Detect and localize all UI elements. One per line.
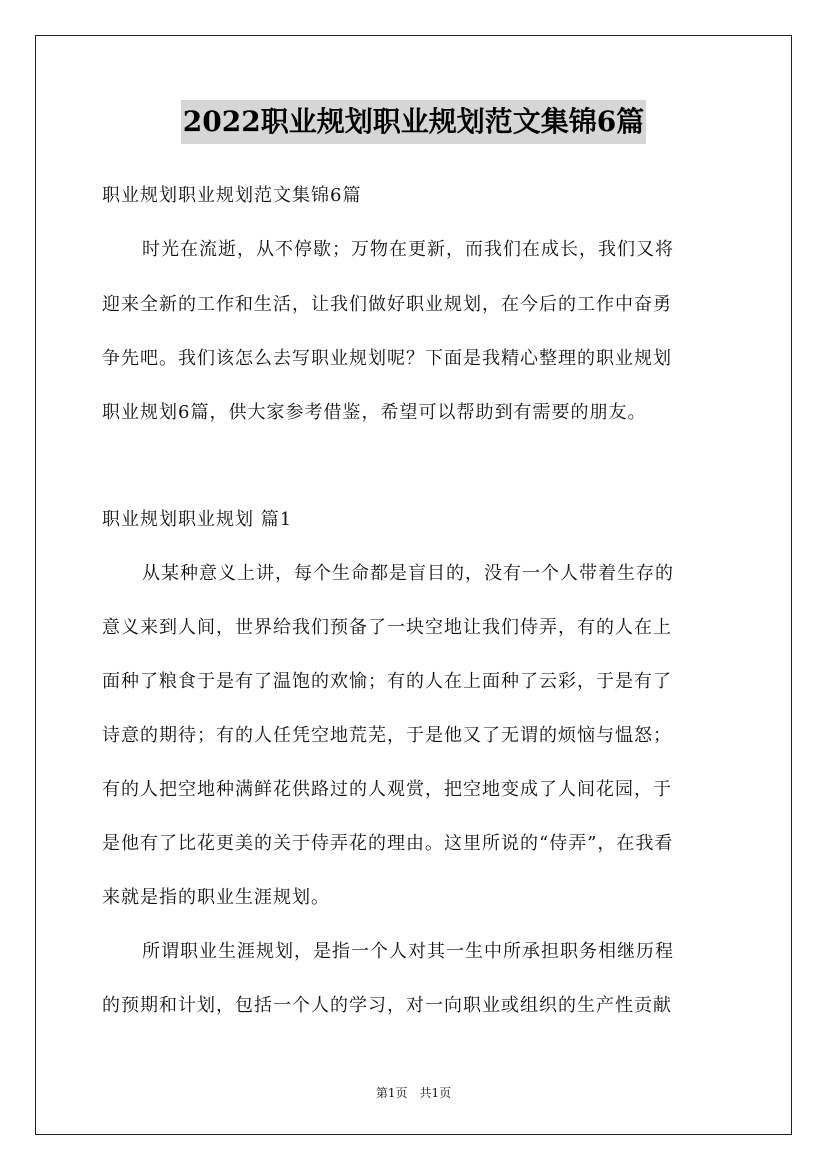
paragraph-line: 意义来到人间，世界给我们预备了一块空地让我们侍弄，有的人在上: [102, 617, 672, 638]
paragraph-line: 面种了粮食于是有了温饱的欢愉；有的人在上面种了云彩，于是有了: [102, 671, 672, 692]
paragraph-line: 所谓职业生涯规划，是指一个人对其一生中所承担职务相继历程: [142, 941, 674, 962]
paragraph-line: 有的人把空地种满鲜花供路过的人观赏，把空地变成了人间花园，于: [102, 779, 672, 800]
paragraph-line: 是他有了比花更美的关于侍弄花的理由。这里所说的“侍弄”，在我看: [102, 833, 674, 854]
intro-line: 迎来全新的工作和生活，让我们做好职业规划，在今后的工作中奋勇: [102, 294, 672, 315]
paragraph-line: 来就是指的职业生涯规划。: [102, 887, 330, 908]
paragraph-line: 从某种意义上讲，每个生命都是盲目的，没有一个人带着生存的: [142, 563, 674, 584]
document-subtitle: 职业规划职业规划范文集锦6篇: [102, 185, 362, 206]
document-title-wrap: [0, 100, 827, 144]
paragraph-line: 诗意的期待；有的人任凭空地荒芜，于是他又了无谓的烦恼与愠怒；: [102, 725, 672, 746]
intro-line: 争先吧。我们该怎么去写职业规划呢？下面是我精心整理的职业规划: [102, 348, 672, 369]
document-title: 2022职业规划职业规划范文集锦6篇: [181, 100, 646, 144]
section-heading: 职业规划职业规划 篇1: [102, 509, 293, 530]
paragraph-line: 的预期和计划，包括一个人的学习，对一向职业或组织的生产性贡献: [102, 995, 672, 1016]
page-footer: 第1页 共1页: [375, 1086, 452, 1100]
intro-line: 职业规划6篇，供大家参考借鉴，希望可以帮助到有需要的朋友。: [102, 402, 647, 423]
intro-line: 时光在流逝，从不停歇；万物在更新，而我们在成长，我们又将: [142, 239, 674, 260]
